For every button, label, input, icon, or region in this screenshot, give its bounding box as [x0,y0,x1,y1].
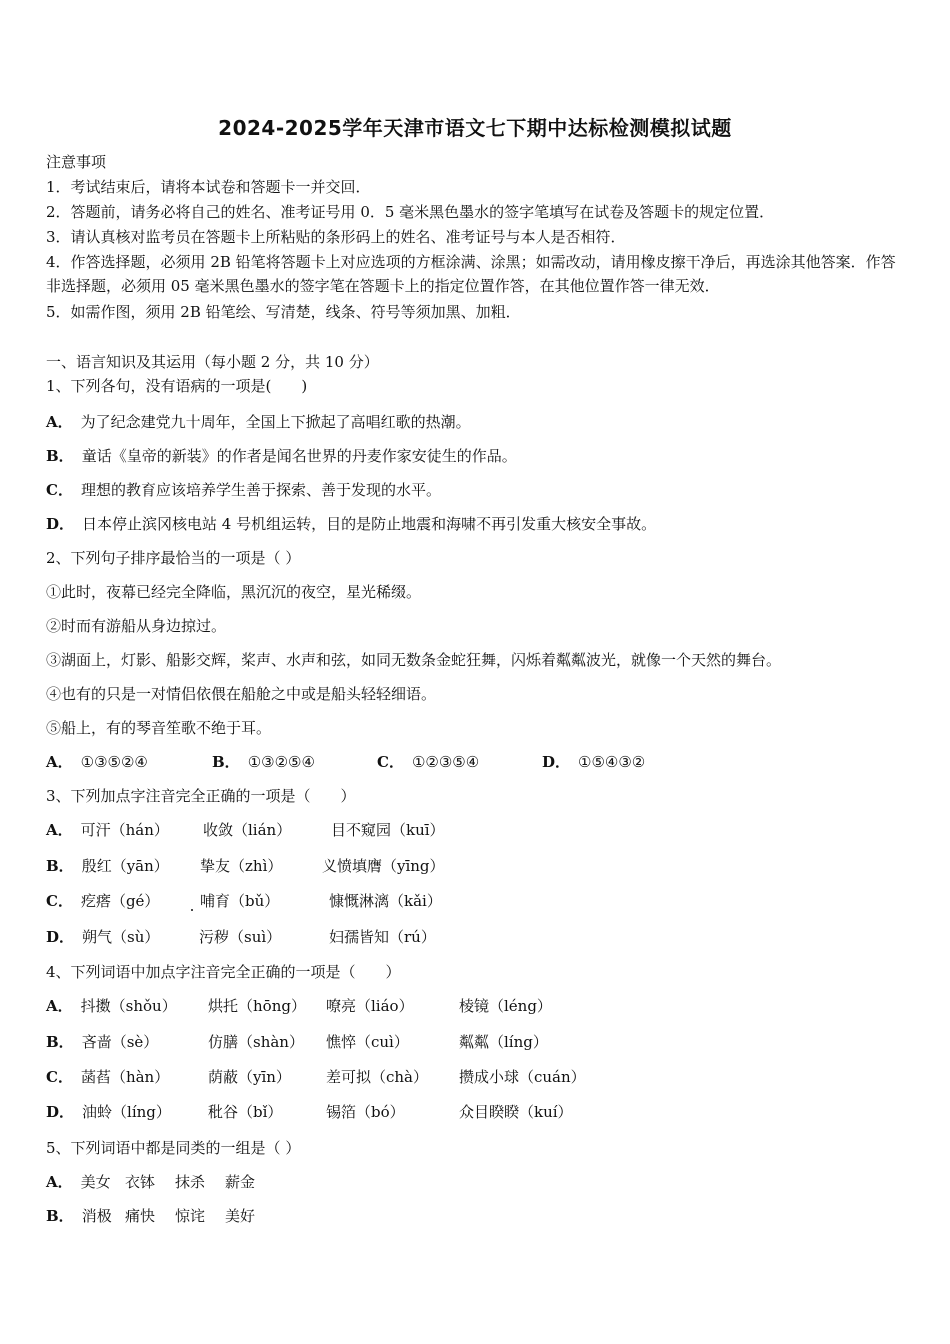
option-text: 美女 [80,1173,111,1191]
q1-option-a [46,412,471,432]
notice-item-2: 2．答题前，请务必将自己的姓名、准考证号用 0．5 毫米黑色墨水的签字笔填写在试卷及答题卡的规定位置． [46,203,775,221]
option-text: ①③⑤②④ [80,753,148,771]
notice-item-4: 4．作答选择题，必须用 2B 铅笔将答题卡上对应选项的方框涂满、涂黑；如需改动，请用橡皮擦干净后，再选涂其他答案．作答非选择题，必须用 05 毫米黑色墨水的签字笔在答题卡上的指定位置作答，在其他位置作答一律无效． [46,253,896,295]
option-letter: B． [212,753,240,771]
q3-row-b [46,856,169,876]
q3-c-item-2: 哺育（bǔ） [200,892,280,910]
option-letter: D． [542,753,571,771]
option-text: 可汗（hán） [80,821,169,839]
q3-c-item-3: 慷慨淋漓（kǎi） [329,892,442,910]
option-text: ①③②⑤④ [247,753,315,771]
notice-item-3: 3．请认真核对监考员在答题卡上所粘贴的条形码上的姓名、准考证号与本人是否相符． [46,228,626,246]
q4-row-b [46,1032,158,1052]
q4-b-item-2: 仿膳（shàn） [208,1033,304,1051]
option-text: 油蛉（líng） [82,1103,171,1121]
option-letter: B． [46,857,74,875]
q5-b-item-3: 惊诧 [175,1207,206,1225]
q3-d-item-3: 妇孺皆知（rú） [329,928,436,946]
option-letter: C． [46,481,73,499]
notice-item-5: 5．如需作图，须用 2B 铅笔绘、写清楚，线条、符号等须加黑、加粗． [46,303,521,321]
q3-a-item-3: 目不窥园（kuī） [331,821,445,839]
q4-c-item-4: 攒成小球（cuán） [459,1068,586,1086]
notice-heading: 注意事项 [46,153,107,171]
q4-a-item-3: 嘹亮（liáo） [326,997,414,1015]
q3-row-c [46,891,159,911]
q2-option-c [377,752,479,772]
q4-row-a [46,996,177,1016]
emphasis-dot [191,909,193,911]
q3-a-item-2: 收敛（lián） [203,821,292,839]
option-text: ①⑤④③② [578,753,646,771]
option-text: 为了纪念建党九十周年，全国上下掀起了高唱红歌的热潮。 [80,413,471,431]
q5-b-item-4: 美好 [225,1207,256,1225]
q5-stem: 5、下列词语中都是同类的一组是（ ） [46,1139,301,1157]
q5-a-item-3: 抹杀 [175,1173,206,1191]
option-letter: B． [46,1207,74,1225]
q2-option-a [46,752,148,772]
option-letter: C． [377,753,404,771]
option-text: 朔气（sù） [82,928,160,946]
option-letter: A． [46,413,73,431]
option-text: 抖擞（shǒu） [80,997,177,1015]
q4-d-item-3: 锡箔（bó） [326,1103,405,1121]
q4-a-item-2: 烘托（hōng） [208,997,306,1015]
option-text: ①②③⑤④ [411,753,480,771]
q5-b-item-2: 痛快 [125,1207,156,1225]
option-letter: D． [46,1103,75,1121]
q5-row-b [46,1206,112,1226]
option-text: 日本停止滨冈核电站 4 号机组运转，目的是防止地震和海啸不再引发重大核安全事故。 [82,515,657,533]
q1-option-d [46,514,656,534]
option-text: 吝啬（sè） [81,1033,159,1051]
option-letter: A． [46,753,73,771]
q5-row-a [46,1172,111,1192]
q2-sentence-5: ⑤船上，有的琴音笙歌不绝于耳。 [46,719,272,737]
q1-option-c [46,480,441,500]
page-title: 2024-2025学年天津市语文七下期中达标检测模拟试题 [218,116,732,140]
q1-option-b [46,446,517,466]
option-letter: A． [46,821,73,839]
option-letter: D． [46,928,75,946]
q3-d-item-2: 污秽（suì） [199,928,282,946]
option-letter: B． [46,447,74,465]
option-text: 菡萏（hàn） [80,1068,170,1086]
q5-a-item-4: 薪金 [225,1173,256,1191]
q2-sentence-4: ④也有的只是一对情侣依偎在船舱之中或是船头轻轻细语。 [46,685,437,703]
q2-sentence-3: ③湖面上，灯影、船影交辉，桨声、水声和弦，如同无数条金蛇狂舞，闪烁着粼粼波光，就像一个天然的舞台。 [46,651,782,669]
q2-option-d [542,752,645,772]
q4-row-d [46,1102,171,1122]
q4-b-item-4: 粼粼（líng） [459,1033,548,1051]
q2-sentence-2: ②时而有游船从身边掠过。 [46,617,227,635]
option-text: 疙瘩（gé） [80,892,160,910]
notice-item-1: 1．考试结束后，请将本试卷和答题卡一并交回． [46,178,371,196]
option-letter: C． [46,892,73,910]
q4-c-item-3: 差可拟（chà） [326,1068,429,1086]
option-text: 消极 [81,1207,112,1225]
section-heading: 一、语言知识及其运用（每小题 2 分，共 10 分） [46,353,379,371]
option-letter: A． [46,1173,73,1191]
q4-d-item-2: 秕谷（bǐ） [208,1103,283,1121]
q2-option-b [212,752,315,772]
q4-row-c [46,1067,169,1087]
option-letter: C． [46,1068,73,1086]
q3-row-d [46,927,159,947]
q5-a-item-2: 衣钵 [125,1173,156,1191]
option-letter: D． [46,515,75,533]
option-letter: B． [46,1033,74,1051]
q3-stem: 3、下列加点字注音完全正确的一项是（ ） [46,787,356,805]
q2-stem: 2、下列句子排序最恰当的一项是（ ） [46,549,301,567]
q4-stem: 4、下列词语中加点字注音完全正确的一项是（ ） [46,963,401,981]
q3-row-a [46,820,169,840]
q3-b-item-2: 挚友（zhì） [200,857,283,875]
option-letter: A． [46,997,73,1015]
q4-b-item-3: 憔悴（cuì） [326,1033,409,1051]
q4-d-item-4: 众目睽睽（kuí） [459,1103,573,1121]
q2-sentence-1: ①此时，夜幕已经完全降临，黑沉沉的夜空，星光稀缀。 [46,583,422,601]
q1-stem: 1、下列各句，没有语病的一项是( ) [46,377,308,395]
option-text: 理想的教育应该培养学生善于探索、善于发现的水平。 [80,481,441,499]
q4-a-item-4: 棱镜（léng） [459,997,552,1015]
q3-b-item-3: 义愤填膺（yīng） [322,857,445,875]
q4-c-item-2: 荫蔽（yīn） [208,1068,291,1086]
option-text: 童话《皇帝的新装》的作者是闻名世界的丹麦作家安徒生的作品。 [81,447,517,465]
option-text: 殷红（yān） [81,857,169,875]
